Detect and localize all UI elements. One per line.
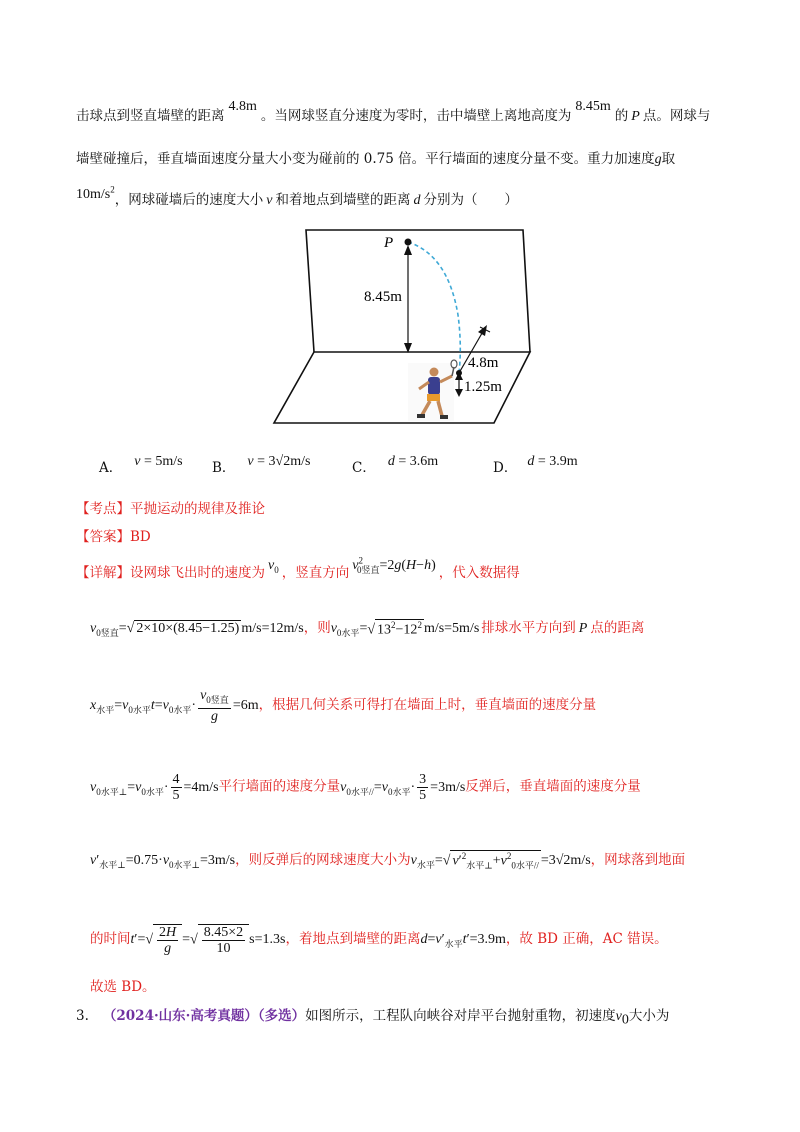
detail-line-3: $x_{水平}=v_{0水平}t=v_{0水平}\cdot$ $\frac{v_{0竖直}}{g}$ =6m，根据几何关系可得打在墙面上时，垂直墙面的速度分量 (90, 688, 597, 724)
ball-trajectory (408, 242, 460, 373)
detail-line-2: $v_{0竖直}=√$ 2×10×(8.45−1.25) m/s=12m/s，则$v_{0水平}=√$ $13^2-12^2$ m/s=5m/s 排球水平方向到 P 点的距离 (90, 619, 645, 638)
question-3: 3. （2024·山东·高考真题）（多选）如图所示，工程队向峡谷对岸平台抛射重物，初速度$v_0$大小为 (76, 1008, 670, 1028)
option-a[interactable]: A． v = 5m/s (99, 454, 183, 476)
question-line-2: 墙壁碰撞后，垂直墙面速度分量大小变为碰前的 0.75 倍。平行墙面的速度分量不变。重力加速度g取 (76, 151, 676, 167)
tennis-wall-figure (268, 225, 538, 430)
option-b[interactable]: B． v = 3√2m/s (212, 454, 311, 476)
height-arrow-top (404, 245, 412, 255)
hit-point-marker (456, 370, 462, 376)
question-line-3: $10m/s^2$，网球碰墙后的速度大小 v 和着地点到墙壁的距离 d 分别为（ ） (76, 184, 518, 208)
detail-line-1: 【详解】设网球飞出时的速度为 $v_0$ ，竖直方向 $v^2_{0竖直}=2g(H-h)$ ，代入数据得 (76, 555, 520, 581)
wall-outline (306, 230, 530, 352)
answer: 【答案】BD (76, 529, 151, 545)
question-line-1: 击球点到竖直墙壁的距离4.8m。当网球竖直分速度为零时，击中墙壁上离地高度为8.45m的 P 点。网球与 (76, 99, 711, 124)
detail-line-6: 的时间t′=√ $\frac{2H}{g}$ =√ $\frac{8.45\times 2}{10}$ s=1.3s，着地点到墙壁的距离$d=v'_{水平}t'=3.9m$，故 BD 正确，AC 错误。 (90, 925, 668, 956)
conclusion: 故选 BD。 (90, 979, 156, 995)
option-d[interactable]: D． d = 3.9m (493, 454, 578, 476)
detail-line-4: $v_{0水平\perp}=v_{0水平}\cdot$ $\frac{4}{5}$ =4m/s平行墙面的速度分量$v_{0水平//}=v_{0水平}\cdot$ $\frac{3}{5}$ =3m/s反弹后，垂直墙面的速度分量 (90, 772, 641, 803)
label-125: 1.25m (464, 379, 502, 395)
kaodian: 【考点】平抛运动的规律及推论 (76, 501, 265, 517)
distance-arrow-head (478, 325, 487, 336)
point-p-marker (405, 239, 412, 246)
detail-line-5: $v'_{水平\perp}=0.75\cdot v_{0水平\perp}=3m/s$，则反弹后的网球速度大小为$v_{水平}=√$ $v'^2_{水平\perp}+v^2_{0水平//} =3√2m/s$，网球落到地面 (90, 851, 686, 871)
label-p: P (384, 235, 394, 251)
tennis-player-icon (408, 360, 457, 421)
label-845: 8.45m (364, 289, 402, 305)
label-48: 4.8m (468, 355, 499, 371)
option-c[interactable]: C． d = 3.6m (352, 454, 439, 476)
